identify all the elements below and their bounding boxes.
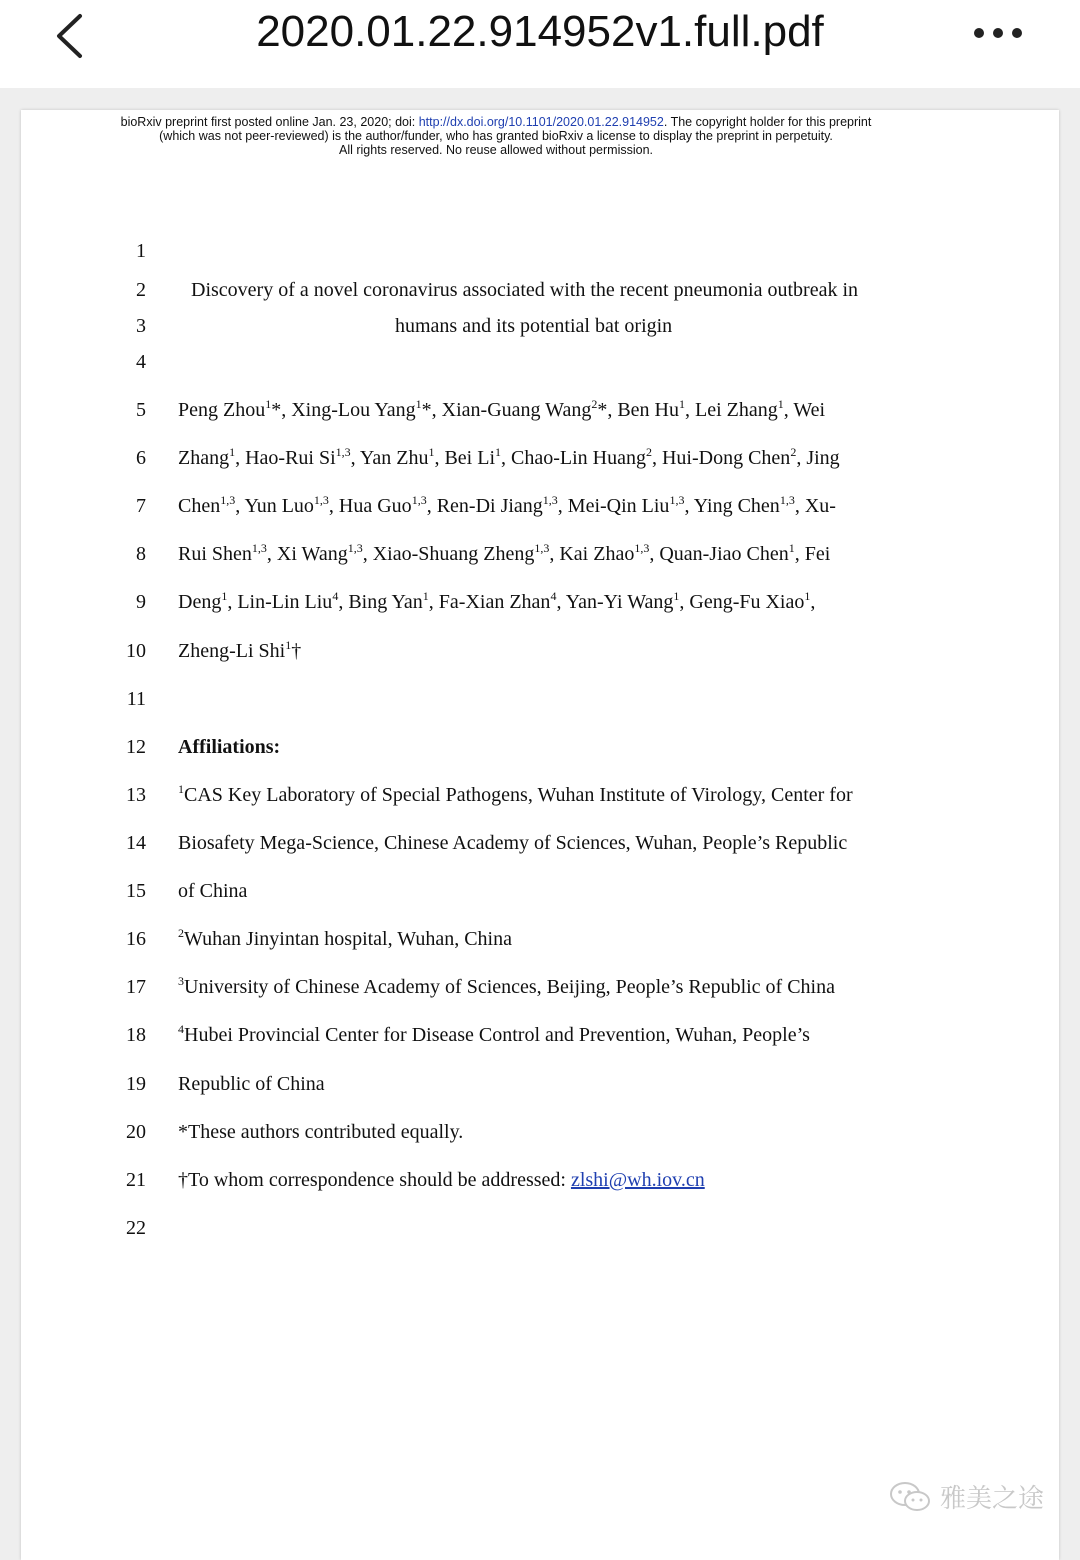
authors-line [178, 591, 815, 614]
affiliation-sup: 2 [591, 397, 598, 411]
authors-line [178, 640, 301, 663]
affiliation-sup: 1 [495, 445, 501, 459]
affiliation-sup: 1,3 [335, 445, 351, 459]
author-name: , Yan Zhu [350, 447, 429, 469]
correspondence-text: †To whom correspondence should be addressed: [178, 1169, 571, 1191]
affiliation-sup: 4 [178, 1022, 184, 1036]
affiliation-sup: 1 [285, 638, 292, 652]
authors-line [178, 447, 840, 470]
author-name: , [810, 591, 816, 613]
author-name: Deng [178, 591, 222, 613]
author-name: , Yun Luo [235, 495, 314, 517]
author-name: Zhang [178, 447, 230, 469]
author-name: , Jing [796, 447, 840, 469]
affiliation-4 [178, 1024, 810, 1047]
author-name: *, Xian-Guang Wang [421, 399, 592, 421]
affiliation-1 [178, 784, 853, 807]
affiliation-sup: 2 [178, 926, 184, 940]
author-name: , Fa-Xian Zhan [428, 591, 551, 613]
affiliation-sup: 1 [178, 782, 184, 796]
line-number: 16 [126, 928, 146, 950]
line-number: 18 [126, 1024, 146, 1046]
author-name: , Ying Chen [684, 495, 780, 517]
affiliation-sup: 2 [790, 445, 797, 459]
author-name: Chen [178, 495, 221, 517]
biorxiv-header-note [111, 115, 881, 157]
affiliation-1-cont: of China [178, 880, 248, 902]
affiliation-sup: 1 [428, 445, 435, 459]
author-name: , Quan-Jiao Chen [649, 543, 789, 565]
affiliation-4-cont: Republic of China [178, 1073, 325, 1095]
line-number: 13 [126, 784, 146, 806]
affiliation-sup: 1 [777, 397, 784, 411]
line-number: 15 [126, 880, 146, 902]
correspondence-email-link[interactable]: zlshi@wh.iov.cn [570, 1169, 705, 1191]
authors-line [178, 399, 825, 422]
top-bar [0, 0, 1080, 88]
line-number: 3 [136, 315, 146, 337]
affiliation-sup: 1,3 [411, 493, 427, 507]
affiliation-sup: 1,3 [251, 541, 267, 555]
author-name: , Xiao-Shuang Zheng [362, 543, 535, 565]
affiliation-3 [178, 976, 835, 999]
line-number: 10 [126, 640, 146, 662]
affiliation-text: Wuhan Jinyintan hospital, Wuhan, China [184, 928, 512, 950]
line-number: 22 [126, 1217, 146, 1239]
line-number: 19 [126, 1073, 146, 1095]
author-name: *, Xing-Lou Yang [271, 399, 416, 421]
affiliation-sup: 1,3 [534, 541, 550, 555]
rights-note: All rights reserved. No reuse allowed without permission. [338, 143, 654, 157]
wechat-icon [888, 1480, 932, 1514]
affiliation-sup: 1 [265, 397, 272, 411]
affiliation-1-cont: Biosafety Mega-Science, Chinese Academy of Sciences, Wuhan, People’s Republic [178, 832, 848, 854]
line-number: 12 [126, 736, 146, 758]
author-name: , Hao-Rui Si [235, 447, 336, 469]
author-name: , Lei Zhang [685, 399, 778, 421]
affiliation-sup: 1,3 [779, 493, 795, 507]
line-number: 20 [126, 1121, 146, 1143]
line-number: 17 [126, 976, 146, 998]
author-name: , Hui-Dong Chen [651, 447, 791, 469]
affiliation-sup: 1,3 [220, 493, 236, 507]
line-number: 4 [136, 351, 146, 373]
affiliation-sup: 4 [550, 589, 557, 603]
author-name: , Bing Yan [338, 591, 423, 613]
affiliation-sup: 1,3 [347, 541, 363, 555]
authors-line [178, 495, 836, 518]
more-horizontal-icon [973, 27, 1023, 39]
affiliation-sup: 1,3 [313, 493, 329, 507]
affiliation-sup: 1 [221, 589, 228, 603]
affiliation-sup: 1,3 [634, 541, 650, 555]
line-number: 9 [136, 591, 146, 613]
author-name: Zheng-Li Shi [178, 640, 286, 662]
affiliation-sup: 2 [645, 445, 652, 459]
affiliation-sup: 1 [788, 541, 795, 555]
watermark-text: 雅美之途 [940, 1484, 1045, 1514]
affiliation-text: University of Chinese Academy of Sciences, Beijing, People’s Republic of China [184, 976, 835, 998]
equal-contribution-note: *These authors contributed equally. [178, 1121, 464, 1143]
header-note-text-cont: . The copyright holder for this preprint (which was not peer-reviewed) is the author/funder, who has granted bioRxiv a license to display the preprint in perpetuity. [159, 115, 872, 143]
author-name: , Hua Guo [328, 495, 412, 517]
paper-title-line-1: Discovery of a novel coronavirus associated with the recent pneumonia outbreak in [191, 279, 859, 301]
line-number: 21 [126, 1169, 146, 1191]
author-name: , Wei [783, 399, 826, 421]
affiliation-text: CAS Key Laboratory of Special Pathogens, Wuhan Institute of Virology, Center for [184, 784, 853, 806]
line-number: 1 [136, 240, 146, 262]
correspondence-note [178, 1169, 705, 1192]
affiliation-sup: 1 [679, 397, 685, 411]
author-name: Peng Zhou [178, 399, 266, 421]
header-note-text: bioRxiv preprint first posted online Jan. 23, 2020; doi: [120, 115, 419, 129]
affiliation-sup: 1 [422, 589, 429, 603]
author-name: , Yan-Yi Wang [556, 591, 674, 613]
author-name: , Chao-Lin Huang [501, 447, 646, 469]
affiliations-heading: Affiliations: [178, 736, 281, 758]
affiliation-sup: 4 [332, 589, 339, 603]
author-name: , Bei Li [434, 447, 495, 469]
author-name: , Xu- [794, 495, 836, 517]
affiliation-sup: 1,3 [542, 493, 558, 507]
line-number: 5 [136, 399, 146, 421]
author-name: , Xi Wang [266, 543, 348, 565]
line-number: 6 [136, 447, 146, 469]
author-name: , Geng-Fu Xiao [679, 591, 805, 613]
affiliation-sup: 1 [415, 397, 422, 411]
author-name: , Mei-Qin Liu [557, 495, 670, 517]
doi-link[interactable]: http://dx.doi.org/10.1101/2020.01.22.914952 [418, 115, 664, 129]
line-number: 2 [136, 279, 146, 301]
document-title: 2020.01.22.914952v1.full.pdf [256, 7, 824, 56]
affiliation-sup: 1 [673, 589, 680, 603]
author-name: , Lin-Lin Liu [227, 591, 333, 613]
affiliation-sup: 1,3 [669, 493, 685, 507]
line-number: 7 [136, 495, 146, 517]
affiliation-sup: 1 [804, 589, 811, 603]
author-name: *, Ben Hu [597, 399, 679, 421]
affiliation-sup: 1 [229, 445, 236, 459]
affiliation-2 [178, 928, 512, 951]
affiliation-sup: 3 [178, 974, 184, 988]
pdf-page[interactable] [21, 110, 1059, 1560]
author-name: , Ren-Di Jiang [426, 495, 543, 517]
line-number: 14 [126, 832, 146, 854]
dagger-mark: † [291, 640, 302, 662]
affiliation-text: Hubei Provincial Center for Disease Control and Prevention, Wuhan, People’s [184, 1024, 810, 1046]
wechat-watermark [888, 1478, 1044, 1515]
author-name: , Kai Zhao [549, 543, 635, 565]
line-number: 11 [126, 688, 146, 710]
author-name: , Fei [794, 543, 831, 565]
paper-title-line-2: humans and its potential bat origin [395, 315, 673, 337]
line-number: 8 [136, 543, 146, 565]
more-options-button[interactable] [966, 18, 1030, 48]
author-name: Rui Shen [178, 543, 252, 565]
authors-line [178, 543, 830, 566]
